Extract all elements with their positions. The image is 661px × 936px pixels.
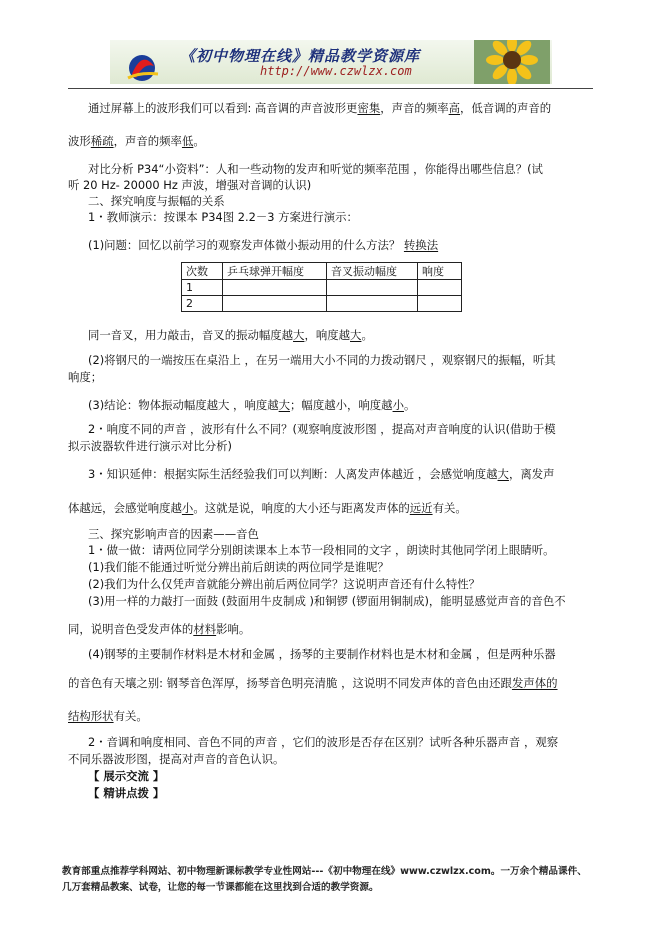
heading-explanation: 【 精讲点拨 】 xyxy=(88,786,165,800)
paragraph-loudness-waveform: 2・响度不同的声音 ，波形有什么不同？(观察响度波形图 ，提高对声音响度的认识(借助于模 xyxy=(88,422,556,436)
blank-answer: 远近 xyxy=(409,501,433,515)
question-method: (1)问题：回忆以前学习的观察发声体微小振动用的什么方法？ 转换法 xyxy=(88,238,439,252)
section-heading: 二、探究响度与振幅的关系 xyxy=(88,194,225,208)
paragraph-conclusion: (3)结论：物体振动幅度越大 ，响度越大；幅度越小，响度越小。 xyxy=(88,398,416,412)
paragraph-ruler-cont: 响度； xyxy=(68,370,103,384)
blank-answer: 发声体的 xyxy=(511,676,558,690)
blank-answer: 大 xyxy=(350,328,362,342)
table-cell: 1 xyxy=(182,280,223,296)
blank-answer: 材料 xyxy=(193,622,217,636)
heading-show-exchange: 【 展示交流 】 xyxy=(88,769,165,783)
paragraph-extension-cont: 体越远，会感觉响度越小。这就是说，响度的大小还与距离发声体的远近有关。 xyxy=(68,501,467,515)
question-item: (2)我们为什么仅凭声音就能分辨出前后两位同学？这说明声音还有什么特性？ xyxy=(88,577,481,591)
question-item: (3)用一样的力敲打一面鼓 (鼓面用牛皮制成 )和铜锣 (锣面用铜制成)，能明显感觉声音的音色不 xyxy=(88,594,566,608)
paragraph-extension: 3・知识延伸：根据实际生活经验我们可以判断：人离发声体越近 ，会感觉响度越大，离发声 xyxy=(88,467,555,481)
table-header-cell: 音叉振动幅度 xyxy=(327,263,418,280)
site-logo-icon xyxy=(118,44,166,82)
header-divider xyxy=(68,88,593,89)
table-header-cell: 乒乓球弹开幅度 xyxy=(223,263,327,280)
blank-answer: 密集 xyxy=(357,101,381,115)
blank-answer: 高 xyxy=(448,101,461,115)
table-cell: 2 xyxy=(182,296,223,312)
blank-answer: 小 xyxy=(392,398,404,412)
table-row xyxy=(182,296,462,312)
blank-answer: 转换法 xyxy=(403,238,439,252)
blank-answer: 大 xyxy=(278,398,291,412)
blank-answer: 大 xyxy=(497,467,509,481)
section-heading: 三、探究影响声音的因素——音色 xyxy=(88,527,259,541)
table-cell xyxy=(223,296,327,312)
activity-item: 1・做一做：请两位同学分别朗读课本上本节一段相同的文字 ，朗读时其他同学闭上眼睛听。 xyxy=(88,543,555,557)
paragraph-tuning-fork: 同一音叉，用力敲击，音叉的振动幅度越大，响度越大。 xyxy=(88,328,373,342)
blank-answer: 大 xyxy=(293,328,305,342)
table-header-row xyxy=(182,263,462,280)
header-banner xyxy=(110,40,552,84)
blank-answer: 低 xyxy=(181,134,194,148)
header-url: http://www.czwlzx.com xyxy=(260,64,412,78)
table-header-cell: 响度 xyxy=(418,263,462,280)
paragraph-analysis: 对比分析 P34“小资料”：人和一些动物的发声和听觉的频率范围 ，你能得出哪些信息？(试 xyxy=(88,162,543,176)
question-item-cont: 结构形状有关。 xyxy=(68,709,148,723)
paragraph-ruler: (2)将钢尺的一端按压在桌沿上 ，在另一端用大小不同的力拨动钢尺 ，观察钢尺的振幅，听其 xyxy=(88,353,556,367)
table-cell xyxy=(418,280,462,296)
table-cell xyxy=(327,296,418,312)
paragraph-analysis-cont: 听 20 Hz- 20000 Hz 声波，增强对音调的认识) xyxy=(68,178,312,192)
table-cell xyxy=(418,296,462,312)
activity-item-cont: 不同乐器波形图，提高对声音的音色认识。 xyxy=(68,752,285,766)
table-cell xyxy=(327,280,418,296)
activity-item: 2・音调和响度相同、音色不同的声音 ，它们的波形是否存在区别？试听各种乐器声音 ，观察 xyxy=(88,735,559,749)
question-item-cont: 同，说明音色受发声体的材料影响。 xyxy=(68,622,251,636)
blank-answer: 结构形状 xyxy=(68,709,114,723)
paragraph-pitch-waveform-cont: 波形稀疏，声音的频率低。 xyxy=(68,134,205,148)
question-item: (4)钢琴的主要制作材料是木材和金属 ，扬琴的主要制作材料也是木材和金属 ，但是两种乐器 xyxy=(88,647,556,661)
sunflower-icon xyxy=(474,40,550,84)
table-header-cell: 次数 xyxy=(182,263,223,280)
demo-item: 1・教师演示：按课本 P34图 2.2－3 方案进行演示： xyxy=(88,210,358,224)
blank-answer: 稀疏 xyxy=(90,134,114,148)
footer-note: 教育部重点推荐学科网站、初中物理新课标教学专业性网站---《初中物理在线》www.czwlzx.com。一万余个精品课件、 几万套精品教案、试卷，让您的每一节课都能在这里找到合适的教学资源。 xyxy=(62,866,587,893)
question-item: (1)我们能不能通过听觉分辨出前后朗读的两位同学是谁呢？ xyxy=(88,560,389,574)
paragraph-pitch-waveform: 通过屏幕上的波形我们可以看到: 高音调的声音波形更密集，声音的频率高，低音调的声音的 xyxy=(88,101,552,115)
header-title: 《初中物理在线》精品教学资源库 xyxy=(180,47,421,65)
experiment-table xyxy=(181,262,462,312)
question-item-cont: 的音色有天壤之别: 钢琴音色浑厚，扬琴音色明亮清脆 ，这说明不同发声体的音色由还跟发声体的 xyxy=(68,676,558,690)
table-cell xyxy=(223,280,327,296)
blank-answer: 小 xyxy=(181,501,194,515)
table-row xyxy=(182,280,462,296)
paragraph-loudness-waveform-cont: 拟示波器软件进行演示对比分析) xyxy=(68,439,232,453)
